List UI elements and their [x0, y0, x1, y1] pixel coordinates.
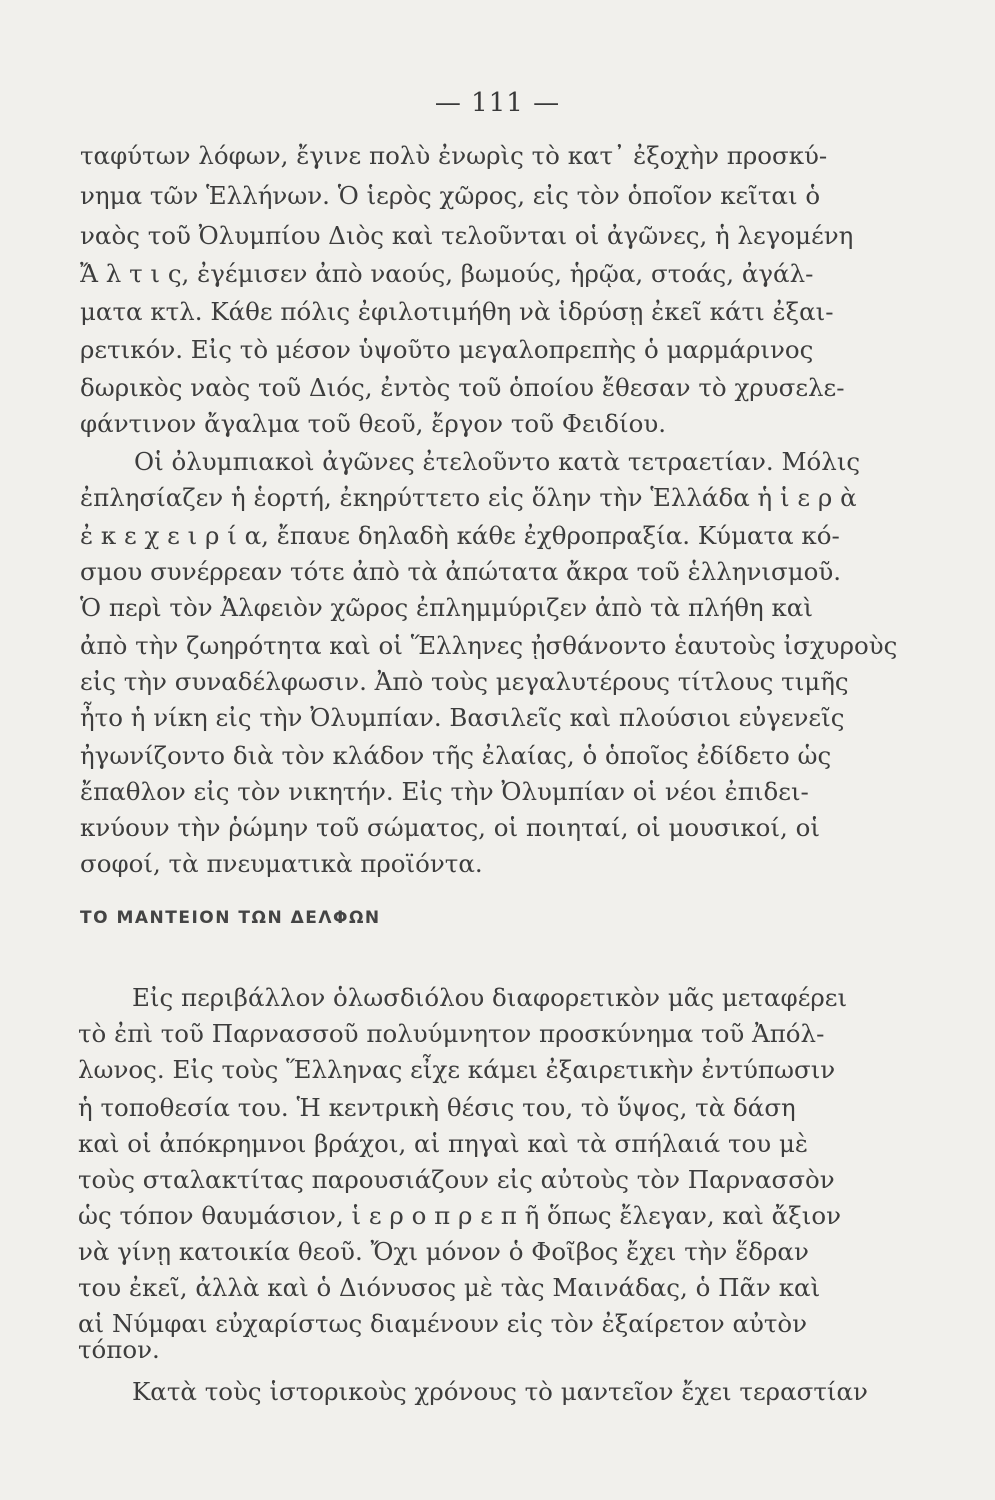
text-line: σμου συνέρρεαν τότε ἀπὸ τὰ ἀπώτατα ἄκρα τοῦ ἑλληνισμοῦ.	[80, 557, 842, 586]
text-line: ἐπλησίαζεν ἡ ἑορτή, ἐκηρύττετο εἰς ὅλην τὴν Ἑλλάδα ἡ ἱ ε ρ ὰ	[80, 483, 857, 512]
text-line: ναὸς τοῦ Ὀλυμπίου Διὸς καὶ τελοῦνται οἱ ἀγῶνες, ἡ λεγομένη	[80, 221, 854, 250]
text-line: ἠγωνίζοντο διὰ τὸν κλάδον τῆς ἐλαίας, ὁ ὁποῖος ἐδίδετο ὡς	[80, 741, 832, 770]
text-line: καὶ οἱ ἀπόκρημνοι βράχοι, αἱ πηγαὶ καὶ τὰ σπήλαιά του μὲ	[78, 1129, 809, 1158]
text-line: Οἱ ὀλυμπιακοὶ ἀγῶνες ἐτελοῦντο κατὰ τετραετίαν. Μόλις	[134, 447, 861, 476]
text-line: ἐ κ ε χ ε ι ρ ί α, ἔπαυε δηλαδὴ κάθε ἐχθροπραξία. Κύματα κό-	[80, 521, 840, 550]
text-line: νημα τῶν Ἑλλήνων. Ὁ ἱερὸς χῶρος, εἰς τὸν ὁποῖον κεῖται ὁ	[80, 181, 821, 210]
text-line: φάντινον ἄγαλμα τοῦ θεοῦ, ἔργον τοῦ Φειδίου.	[80, 409, 667, 438]
text-line: σοφοί, τὰ πνευματικὰ προϊόντα.	[80, 849, 483, 878]
text-line: τόπον.	[78, 1335, 160, 1364]
text-line: Ὁ περὶ τὸν Ἀλφειὸν χῶρος ἐπλημμύριζεν ἀπὸ τὰ πλήθη καὶ	[80, 593, 813, 622]
text-line: Ἄ λ τ ι ς, ἐγέμισεν ἀπὸ ναούς, βωμούς, ἡρῷα, στοάς, ἀγάλ-	[80, 259, 814, 288]
text-line: ἡ τοποθεσία του. Ἡ κεντρικὴ θέσις του, τὸ ὕψος, τὰ δάση	[78, 1093, 796, 1122]
text-line: τοὺς σταλακτίτας παρουσιάζουν εἰς αὐτοὺς τὸν Παρνασσὸν	[78, 1165, 835, 1194]
text-line: ταφύτων λόφων, ἔγινε πολὺ ἐνωρὶς τὸ κατ᾽ ἐξοχὴν προσκύ-	[80, 141, 828, 170]
text-line: του ἐκεῖ, ἀλλὰ καὶ ὁ Διόνυσος μὲ τὰς Μαινάδας, ὁ Πᾶν καὶ	[78, 1273, 821, 1302]
text-line: ρετικόν. Εἰς τὸ μέσον ὑψοῦτο μεγαλοπρεπὴς ὁ μαρμάρινος	[80, 335, 814, 364]
text-line: αἱ Νύμφαι εὐχαρίστως διαμένουν εἰς τὸν ἐξαίρετον αὐτὸν	[78, 1309, 808, 1338]
text-line: ματα κτλ. Κάθε πόλις ἐφιλοτιμήθη νὰ ἱδρύσῃ ἐκεῖ κάτι ἐξαι-	[80, 297, 834, 326]
text-line: κνύουν τὴν ῥώμην τοῦ σώματος, οἱ ποιηταί, οἱ μουσικοί, οἱ	[80, 813, 820, 842]
text-line: ὡς τόπον θαυμάσιον, ἱ ε ρ ο π ρ ε π ῆ ὅπως ἔλεγαν, καὶ ἄξιον	[78, 1201, 841, 1230]
text-line: λωνος. Εἰς τοὺς Ἕλληνας εἶχε κάμει ἐξαιρετικὴν ἐντύπωσιν	[78, 1055, 836, 1084]
text-line: εἰς τὴν συναδέλφωσιν. Ἀπὸ τοὺς μεγαλυτέρους τίτλους τιμῆς	[80, 667, 849, 696]
text-line: ἔπαθλον εἰς τὸν νικητήν. Εἰς τὴν Ὀλυμπίαν οἱ νέοι ἐπιδει-	[80, 777, 809, 806]
text-line: δωρικὸς ναὸς τοῦ Διός, ἐντὸς τοῦ ὁποίου ἔθεσαν τὸ χρυσελε-	[80, 373, 845, 402]
text-line: ἀπὸ τὴν ζωηρότητα καὶ οἱ Ἕλληνες ᾐσθάνοντο ἑαυτοὺς ἰσχυροὺς	[80, 631, 898, 660]
text-line: Κατὰ τοὺς ἱστορικοὺς χρόνους τὸ μαντεῖον ἔχει τεραστίαν	[132, 1377, 868, 1406]
text-line: νὰ γίνῃ κατοικία θεοῦ. Ὄχι μόνον ὁ Φοῖβος ἔχει τὴν ἕδραν	[78, 1237, 809, 1266]
page-number: — 111 —	[434, 88, 561, 118]
section-heading: ΤΟ ΜΑΝΤΕΙΟΝ ΤΩΝ ΔΕΛΦΩΝ	[80, 908, 381, 928]
text-line: ἦτο ἡ νίκη εἰς τὴν Ὀλυμπίαν. Βασιλεῖς καὶ πλούσιοι εὐγενεῖς	[80, 703, 845, 732]
text-line: Εἰς περιβάλλον ὁλωσδιόλου διαφορετικὸν μᾶς μεταφέρει	[132, 983, 848, 1012]
text-line: τὸ ἐπὶ τοῦ Παρνασσοῦ πολυύμνητον προσκύνημα τοῦ Ἀπόλ-	[78, 1019, 825, 1048]
